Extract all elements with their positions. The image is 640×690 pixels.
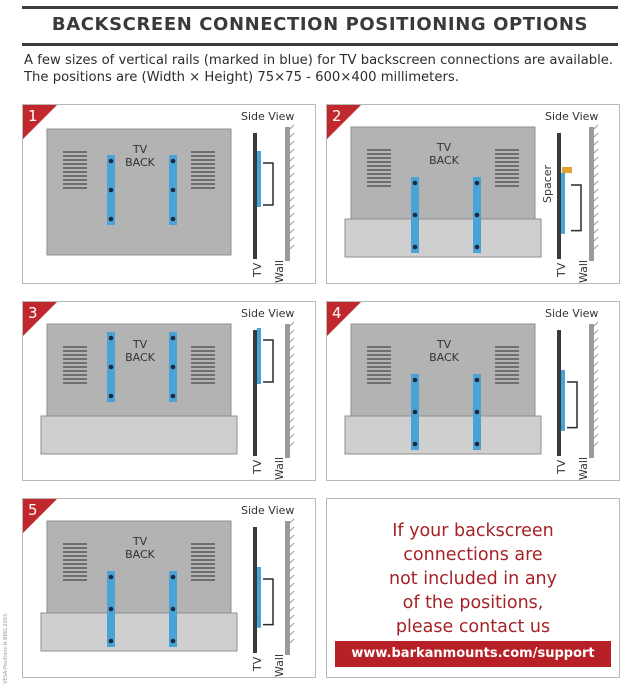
tv-side-label: TV — [555, 459, 568, 474]
wall-side-label: Wall — [273, 456, 286, 480]
tv-step-shape — [345, 219, 541, 257]
side-view-label: Side View — [545, 110, 599, 123]
option-number: 5 — [28, 501, 38, 519]
support-url-link[interactable]: www.barkanmounts.com/support — [335, 641, 611, 667]
tv-back-line-1: TV — [132, 535, 148, 548]
rail-left — [107, 332, 115, 402]
option-number: 1 — [28, 107, 38, 125]
tv-back-line-1: TV — [436, 141, 452, 154]
contact-message: If your backscreen connections are not included in any of the positions, please contact us — [389, 521, 557, 637]
rail-left — [411, 374, 419, 450]
option-number-badge — [23, 499, 57, 533]
wall-side-label: Wall — [273, 653, 286, 677]
rail-left — [411, 177, 419, 253]
side-view-label: Side View — [241, 110, 295, 123]
tv-step-shape — [345, 416, 541, 454]
tv-back-line-1: TV — [132, 338, 148, 351]
tv-step-shape — [41, 416, 237, 454]
tv-back-label — [419, 338, 469, 364]
spacer-shape — [562, 167, 572, 173]
tv-back-label — [419, 141, 469, 167]
option-number-badge — [327, 302, 361, 336]
wall-side-label: Wall — [273, 259, 286, 283]
option-number-badge — [23, 105, 57, 139]
rail-right — [473, 374, 481, 450]
tv-back-line-1: TV — [436, 338, 452, 351]
tv-side-label: TV — [555, 262, 568, 277]
intro-line-1: A few sizes of vertical rails (marked in blue) for TV backscreen connections are available. — [24, 53, 614, 68]
rail-right — [169, 155, 177, 225]
intro-text — [24, 52, 624, 86]
side-view-diagram — [253, 125, 294, 261]
contact-panel — [326, 498, 620, 678]
tv-side-label: TV — [251, 656, 264, 671]
side-view-label: Side View — [241, 504, 295, 517]
option-number: 3 — [28, 304, 38, 322]
tv-back-label — [115, 535, 165, 561]
side-view-diagram — [253, 519, 294, 655]
spacer-label: Spacer — [541, 164, 554, 203]
title-frame — [22, 6, 618, 46]
option-number-badge — [327, 105, 361, 139]
side-view-label: Side View — [545, 307, 599, 320]
side-view-label: Side View — [241, 307, 295, 320]
rail-right — [169, 571, 177, 647]
wall-side-label: Wall — [577, 259, 590, 283]
rail-right — [473, 177, 481, 253]
option-number-badge — [23, 302, 57, 336]
option-panel — [22, 498, 316, 678]
panel-diagram — [23, 302, 315, 480]
option-panel — [326, 301, 620, 481]
tv-back-label — [115, 338, 165, 364]
option-number: 4 — [332, 304, 342, 322]
side-view-diagram — [557, 322, 598, 458]
tv-side-label: TV — [251, 262, 264, 277]
panel-diagram — [23, 499, 315, 677]
tv-back-line-2: BACK — [125, 351, 155, 364]
intro-line-2: The positions are (Width × Height) 75×75 - 600×400 millimeters. — [24, 70, 459, 85]
panel-diagram — [327, 105, 619, 283]
option-panel — [22, 104, 316, 284]
option-number: 2 — [332, 107, 342, 125]
tv-back-line-1: TV — [132, 143, 148, 156]
tv-step-shape — [41, 613, 237, 651]
tv-back-label — [115, 143, 165, 169]
side-caption: VESA-Positions-N BMG 2003 — [3, 613, 9, 684]
tv-back-line-2: BACK — [125, 548, 155, 561]
tv-side-label: TV — [251, 459, 264, 474]
tv-back-line-2: BACK — [429, 154, 459, 167]
panel-diagram — [23, 105, 315, 283]
side-view-diagram — [557, 125, 598, 261]
rail-left — [107, 155, 115, 225]
page-title: BACKSCREEN CONNECTION POSITIONING OPTIONS — [51, 14, 589, 35]
wall-side-label: Wall — [577, 456, 590, 480]
panel-diagram — [327, 302, 619, 480]
tv-back-line-2: BACK — [429, 351, 459, 364]
rail-right — [169, 332, 177, 402]
option-panel — [326, 104, 620, 284]
rail-left — [107, 571, 115, 647]
option-panel — [22, 301, 316, 481]
tv-back-line-2: BACK — [125, 156, 155, 169]
side-view-diagram — [253, 322, 294, 458]
